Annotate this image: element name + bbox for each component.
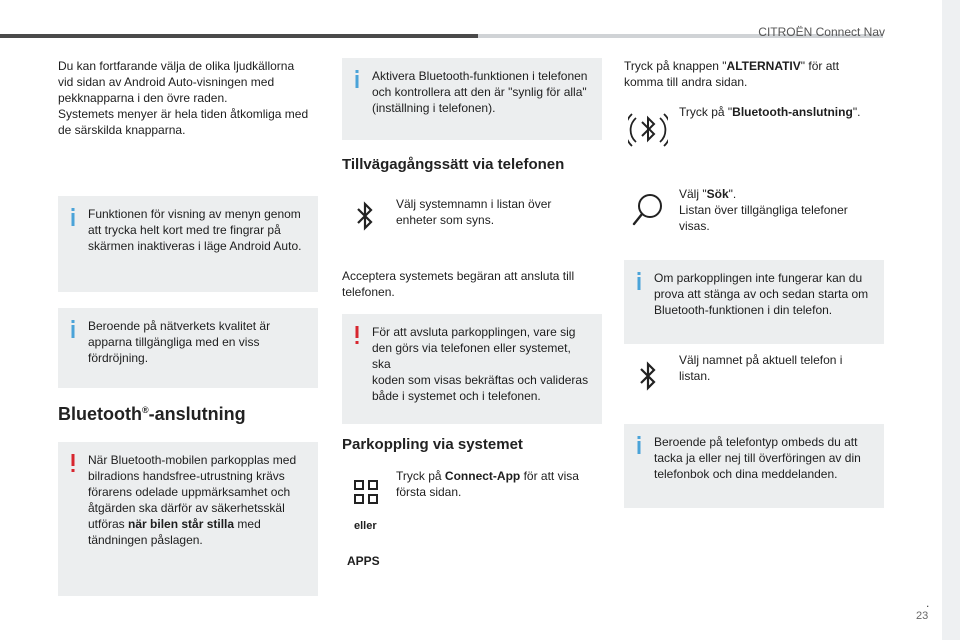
- accept-paragraph: Acceptera systemets begäran att ansluta till telefonen.: [342, 269, 575, 299]
- info-note-restart-bt: [624, 260, 884, 344]
- step-search: Välj "Sök". Listan över tillgängliga telefoner visas.: [679, 187, 848, 233]
- note-line: förarens odelade uppmärksamhet och: [88, 485, 291, 499]
- note-line: bilradions handsfree-utrustning krävs: [88, 469, 285, 483]
- intro-line: vid sidan av Android Auto-visningen med: [58, 75, 275, 89]
- note-line: Beroende på telefontyp ombeds du att: [654, 435, 858, 449]
- info-icon: [67, 208, 79, 229]
- note-line: att trycka helt kort med tre fingrar på: [88, 223, 281, 237]
- info-icon: [633, 436, 645, 457]
- step-connect-app: Tryck på Connect-App för att visa första sidan.: [396, 469, 579, 499]
- or-label: eller: [354, 520, 377, 532]
- heading-text: -anslutning: [148, 404, 246, 424]
- note-line: prova att stänga av och sedan starta om: [654, 287, 869, 301]
- apps-grid-icon: [354, 480, 378, 504]
- page-number: 23: [916, 610, 929, 622]
- note-line: både i systemet och i telefonen.: [372, 389, 541, 403]
- intro-line: Systemets menyer är hela tiden åtkomliga med: [58, 107, 309, 121]
- bt-connection-label: Bluetooth-anslutning: [732, 105, 853, 119]
- registered-mark: ®: [141, 405, 149, 415]
- info-note-menu: [58, 196, 318, 292]
- page-marker: .: [926, 596, 930, 610]
- search-icon: [632, 192, 666, 228]
- bluetooth-signal-icon: [628, 108, 668, 152]
- note-line: och kontrollera att den är "synlig för alla": [372, 85, 587, 99]
- note-line: Aktivera Bluetooth-funktionen i telefonen: [372, 69, 588, 83]
- info-icon: [351, 70, 363, 91]
- info-note-phonebook: [624, 424, 884, 508]
- note-line: (inställning i telefonen).: [372, 101, 496, 115]
- note-line: Om parkopplingen inte fungerar kan du: [654, 271, 863, 285]
- note-line: Bluetooth-funktionen i din telefon.: [654, 303, 833, 317]
- search-label: Sök: [706, 187, 729, 201]
- note-line: åtgärden ska därför av säkerhetsskäl: [88, 501, 285, 515]
- note-line: fördröjning.: [88, 351, 149, 365]
- bluetooth-heading: [58, 404, 246, 425]
- note-line: När Bluetooth-mobilen parkopplas med: [88, 453, 297, 467]
- system-pairing-heading: Parkoppling via systemet: [342, 436, 523, 453]
- connect-app-label: Connect-App: [444, 469, 521, 483]
- alternativ-paragraph: Tryck på knappen "ALTERNATIV" för att komma till andra sidan.: [624, 59, 840, 89]
- emphasis: när bilen står stilla: [128, 517, 235, 531]
- header-rule-dark: [0, 34, 478, 38]
- header-title: CITROËN Connect Nav: [758, 25, 885, 39]
- step-select-phone: Välj namnet på aktuell telefon i listan.: [679, 353, 843, 383]
- apps-button-label: APPS: [347, 554, 380, 568]
- note-line: tändningen påslagen.: [88, 533, 203, 547]
- intro-line: de särskilda knapparna.: [58, 123, 186, 137]
- note-line: För att avsluta parkopplingen, vare sig: [372, 325, 576, 339]
- page-edge-strip: [942, 0, 960, 640]
- warning-note-safety: [58, 442, 318, 596]
- note-line: tacka ja eller nej till överföringen av din: [654, 451, 861, 465]
- info-icon: [633, 272, 645, 293]
- intro-line: Du kan fortfarande välja de olika ljudkällorna: [58, 59, 295, 73]
- intro-line: pekknapparna i den övre raden.: [58, 91, 228, 105]
- step-bt-connection: Tryck på "Bluetooth-anslutning".: [679, 105, 861, 119]
- note-line: den görs via telefonen eller systemet, ska: [372, 341, 571, 371]
- bluetooth-icon: [637, 360, 659, 392]
- note-line: Beroende på nätverkets kvalitet är: [88, 319, 271, 333]
- heading-text: Bluetooth: [58, 404, 142, 424]
- info-icon: [67, 320, 79, 341]
- note-line: skärmen inaktiveras i läge Android Auto.: [88, 239, 302, 253]
- phone-procedure-heading: Tillvägagångssätt via telefonen: [342, 156, 565, 173]
- warning-icon: [351, 326, 363, 347]
- step-select-system: Välj systemnamn i listan över enheter som syns.: [396, 197, 552, 227]
- warning-icon: [67, 454, 79, 475]
- note-line: Funktionen för visning av menyn genom: [88, 207, 301, 221]
- warning-note-code: [342, 314, 602, 424]
- note-line: utföras när bilen står stilla med: [88, 517, 261, 531]
- alternativ-label: ALTERNATIV: [726, 59, 801, 73]
- info-note-network: [58, 308, 318, 388]
- note-line: koden som visas bekräftas och valideras: [372, 373, 589, 387]
- intro-paragraph: [58, 58, 318, 138]
- note-line: apparna tillgängliga med en viss: [88, 335, 260, 349]
- info-note-activate-bt: [342, 58, 602, 140]
- note-line: telefonbok och dina meddelanden.: [654, 467, 838, 481]
- bluetooth-icon: [354, 200, 376, 232]
